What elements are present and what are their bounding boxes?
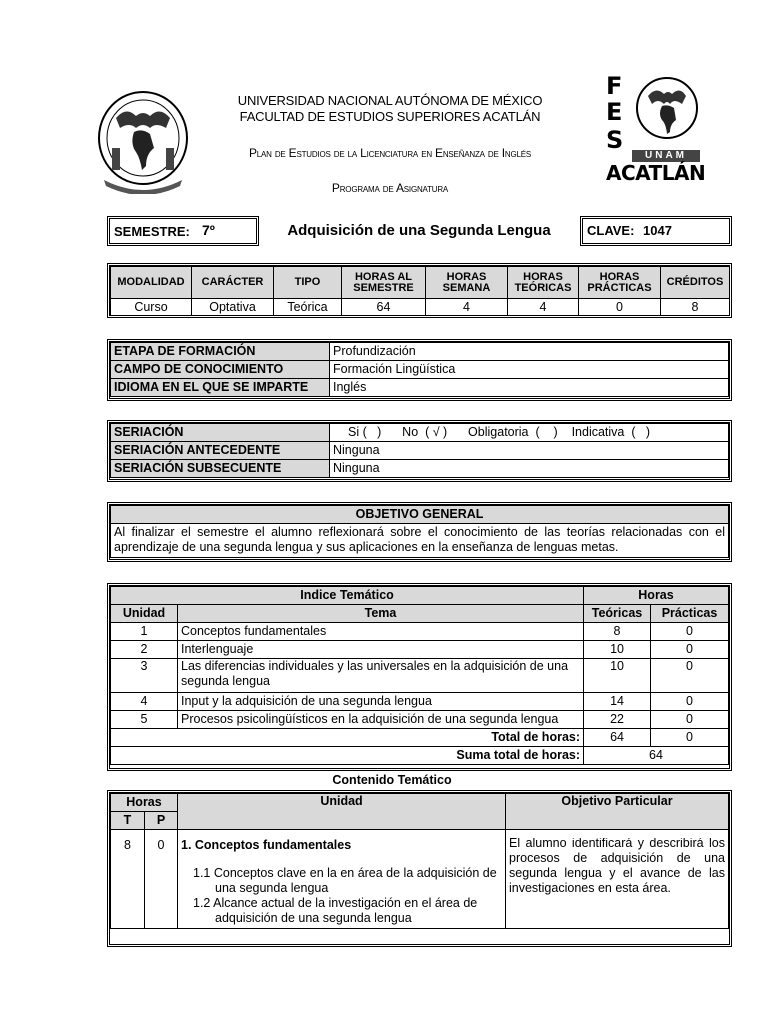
contenido-unidad-cell bbox=[178, 838, 506, 929]
total-horas-p: 0 bbox=[651, 729, 729, 747]
unit-title: 1. Conceptos fundamentales bbox=[181, 837, 352, 852]
contenido-p-value: 0 bbox=[145, 838, 178, 929]
contenido-tematico-table bbox=[107, 790, 732, 947]
header-tipo: TIPO bbox=[274, 267, 342, 299]
list-item: 1.2 Alcance actual de la investigación en el área de adquisición de una segunda lengua bbox=[193, 895, 478, 925]
spacer-cell bbox=[145, 830, 178, 838]
seriacion-subsecuente-label: SERIACIÓN SUBSECUENTE bbox=[111, 460, 330, 478]
indice-t: 22 bbox=[584, 711, 651, 729]
total-horas-label: Total de horas: bbox=[111, 729, 584, 747]
logo-unam-band: UNAM bbox=[632, 150, 700, 162]
etapa-table bbox=[107, 339, 732, 401]
table-row bbox=[111, 838, 729, 929]
indice-unidad: 2 bbox=[111, 641, 178, 659]
table-row bbox=[111, 693, 729, 711]
seriacion-options: Si ( ) No ( √ ) Obligatoria ( ) Indicativa ( ) bbox=[330, 424, 729, 442]
header-horas-practicas: HORAS PRÁCTICAS bbox=[579, 267, 661, 299]
indice-tema: Las diferencias individuales y las universales en la adquisición de una segunda lengua bbox=[178, 659, 584, 693]
indice-title: Indice Temático bbox=[111, 587, 584, 605]
indice-col-practicas: Prácticas bbox=[651, 605, 729, 623]
objetivo-particular-text: El alumno identificará y describirá los procesos de adquisición de una segunda lengua y el avance de las investigaciones en esta área. bbox=[509, 837, 725, 895]
header-horas-semana: HORAS SEMANA bbox=[426, 267, 508, 299]
indice-unidad: 5 bbox=[111, 711, 178, 729]
header-modalidad: MODALIDAD bbox=[111, 267, 192, 299]
indice-col-tema: Tema bbox=[178, 605, 584, 623]
spacer-cell bbox=[111, 830, 145, 838]
value-modalidad: Curso bbox=[111, 299, 192, 316]
spacer-cell bbox=[506, 830, 729, 838]
idioma-label: IDIOMA EN EL QUE SE IMPARTE bbox=[111, 379, 330, 397]
fes-seal-icon bbox=[634, 76, 700, 140]
contenido-col-t: T bbox=[111, 812, 145, 830]
objetivo-text: Al finalizar el semestre el alumno reflexionará sobre el conocimiento de las teorías relacionadas con el aprendizaje de una segunda lengua y sus aplicaciones en la enseñanza de lenguas metas. bbox=[111, 524, 729, 558]
semestre-box bbox=[107, 216, 259, 246]
indice-unidad: 3 bbox=[111, 659, 178, 693]
logo-letter-s: S bbox=[606, 126, 624, 154]
table-row bbox=[111, 711, 729, 729]
header-caracter: CARÁCTER bbox=[192, 267, 274, 299]
value-horas-semana: 4 bbox=[426, 299, 508, 316]
semestre-label: SEMESTRE: bbox=[114, 224, 190, 239]
indice-t: 14 bbox=[584, 693, 651, 711]
indice-col-teoricas: Teóricas bbox=[584, 605, 651, 623]
idioma-value: Inglés bbox=[330, 379, 729, 397]
total-horas-t: 64 bbox=[584, 729, 651, 747]
indice-t: 10 bbox=[584, 659, 651, 693]
header-horas-semestre: HORAS AL SEMESTRE bbox=[342, 267, 426, 299]
suma-total-label: Suma total de horas: bbox=[111, 747, 584, 765]
modalidad-table bbox=[107, 263, 732, 318]
semestre-value: 7º bbox=[202, 222, 215, 238]
indice-unidad: 4 bbox=[111, 693, 178, 711]
logo-letter-f: F bbox=[606, 72, 623, 100]
indice-col-unidad: Unidad bbox=[111, 605, 178, 623]
indice-p: 0 bbox=[651, 641, 729, 659]
indice-tema: Procesos psicolingüísticos en la adquisición de una segunda lengua bbox=[178, 711, 584, 729]
clave-label: CLAVE: bbox=[587, 223, 635, 238]
value-caracter: Optativa bbox=[192, 299, 274, 316]
logo-acatlan-text: ACATLÁN bbox=[606, 161, 706, 185]
header-horas-teoricas: HORAS TEÓRICAS bbox=[508, 267, 579, 299]
indice-tematico-table bbox=[107, 583, 732, 771]
indice-p: 0 bbox=[651, 623, 729, 641]
seriacion-label: SERIACIÓN bbox=[111, 424, 330, 442]
logo-letter-e: E bbox=[606, 98, 623, 126]
contenido-title: Contenido Temático bbox=[332, 773, 452, 787]
plan-title: Plan de Estudios de la Licenciatura en Enseñanza de Inglés bbox=[248, 146, 532, 160]
value-creditos: 8 bbox=[661, 299, 730, 316]
seriacion-antecedente-value: Ninguna bbox=[330, 442, 729, 460]
indice-tema: Interlenguaje bbox=[178, 641, 584, 659]
contenido-objetivo-cell bbox=[506, 838, 729, 929]
indice-t: 8 bbox=[584, 623, 651, 641]
indice-tema: Input y la adquisición de una segunda lengua bbox=[178, 693, 584, 711]
value-horas-semestre: 64 bbox=[342, 299, 426, 316]
value-horas-teoricas: 4 bbox=[508, 299, 579, 316]
value-tipo: Teórica bbox=[274, 299, 342, 316]
spacer-cell bbox=[178, 830, 506, 838]
seriacion-antecedente-label: SERIACIÓN ANTECEDENTE bbox=[111, 442, 330, 460]
etapa-label: ETAPA DE FORMACIÓN bbox=[111, 343, 330, 361]
contenido-horas-header: Horas bbox=[111, 794, 178, 812]
table-row bbox=[111, 641, 729, 659]
objetivo-general-box bbox=[107, 502, 732, 562]
course-title: Adquisición de una Segunda Lengua bbox=[287, 222, 551, 239]
indice-unidad: 1 bbox=[111, 623, 178, 641]
etapa-value: Profundización bbox=[330, 343, 729, 361]
table-row bbox=[111, 659, 729, 693]
campo-label: CAMPO DE CONOCIMIENTO bbox=[111, 361, 330, 379]
indice-p: 0 bbox=[651, 659, 729, 693]
seriacion-subsecuente-value: Ninguna bbox=[330, 460, 729, 478]
list-item: 1.1 Conceptos clave en la en área de la adquisición de una segunda lengua bbox=[193, 865, 497, 895]
university-name: UNIVERSIDAD NACIONAL AUTÓNOMA DE MÉXICO bbox=[237, 93, 543, 108]
indice-tema: Conceptos fundamentales bbox=[178, 623, 584, 641]
header-creditos: CRÉDITOS bbox=[661, 267, 730, 299]
contenido-col-objetivo: Objetivo Particular bbox=[506, 794, 729, 830]
program-title: Programa de Asignatura bbox=[331, 181, 449, 195]
indice-horas-header: Horas bbox=[584, 587, 729, 605]
seriacion-table bbox=[107, 420, 732, 482]
objetivo-title: OBJETIVO GENERAL bbox=[111, 506, 729, 524]
value-horas-practicas: 0 bbox=[579, 299, 661, 316]
campo-value: Formación Lingüística bbox=[330, 361, 729, 379]
contenido-col-unidad: Unidad bbox=[178, 794, 506, 830]
fes-acatlan-logo bbox=[600, 74, 706, 186]
table-row bbox=[111, 623, 729, 641]
clave-box bbox=[580, 216, 732, 246]
clave-value: 1047 bbox=[643, 223, 672, 238]
contenido-t-value: 8 bbox=[111, 838, 145, 929]
indice-p: 0 bbox=[651, 711, 729, 729]
suma-total-value: 64 bbox=[584, 747, 729, 765]
indice-t: 10 bbox=[584, 641, 651, 659]
contenido-col-p: P bbox=[145, 812, 178, 830]
indice-p: 0 bbox=[651, 693, 729, 711]
faculty-name: FACULTAD DE ESTUDIOS SUPERIORES ACATLÁN bbox=[239, 109, 541, 124]
